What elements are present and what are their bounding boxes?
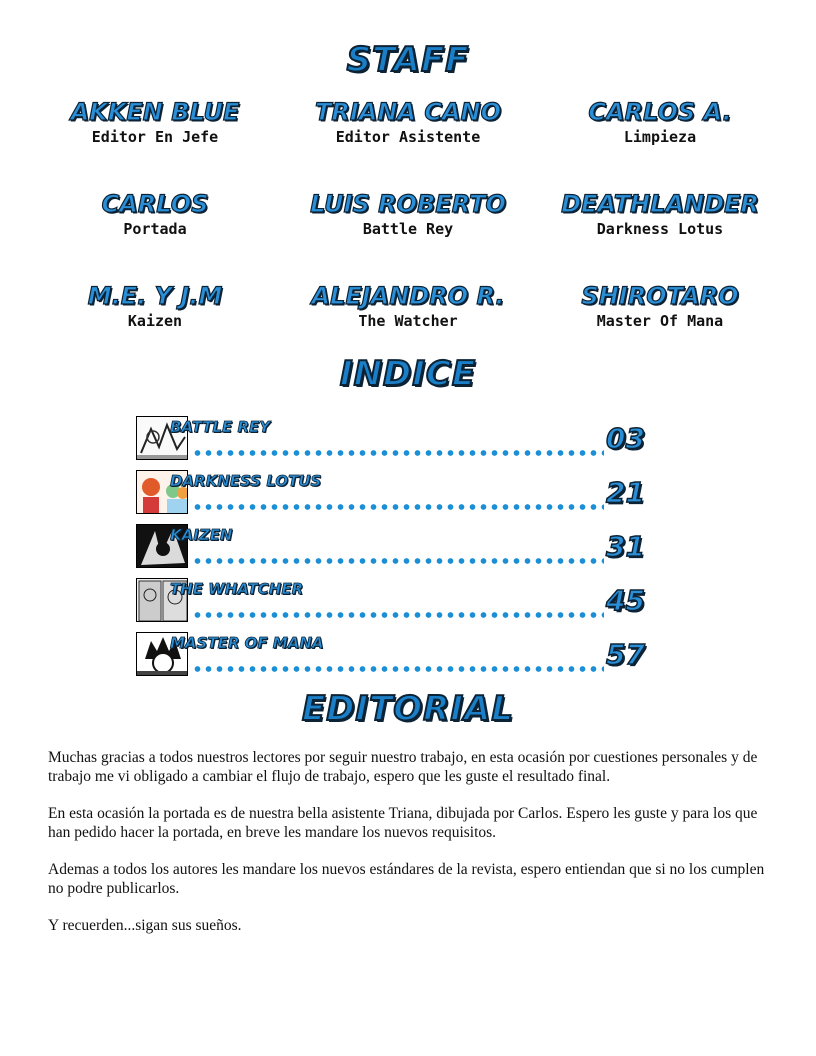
dot-leader: [192, 612, 604, 618]
staff-member: [25, 96, 285, 146]
staff-role: Editor En Jefe: [91, 128, 219, 146]
editorial-body: [48, 748, 768, 953]
indice-heading: INDICE: [339, 354, 477, 394]
dot-leader: [192, 450, 604, 456]
editorial-paragraph: Y recuerden...sigan sus sueños.: [48, 917, 242, 934]
index-title: BATTLE REY: [170, 418, 271, 436]
staff-role: Darkness Lotus: [596, 220, 724, 238]
staff-role: Master Of Mana: [596, 312, 724, 330]
editorial-paragraph: Muchas gracias a todos nuestros lectores por seguir nuestro trabajo, en esta ocasión por cuestiones personales y de trabajo me vi obligado a cambiar el flujo de trabajo, espero que les guste el resultado final.: [48, 749, 758, 785]
index-row-darkness-lotus[interactable]: [136, 470, 676, 516]
index-title: THE WHATCHER: [170, 580, 304, 598]
index-row-the-whatcher[interactable]: [136, 578, 676, 624]
staff-member: [530, 188, 790, 238]
index-row-master-of-mana[interactable]: [136, 632, 676, 678]
index-page-number: 57: [606, 638, 645, 671]
dot-leader: [192, 558, 604, 564]
staff-member: [278, 96, 538, 146]
staff-name: CARLOS: [101, 190, 209, 218]
staff-member: [25, 280, 285, 330]
index-page-number: 03: [606, 422, 645, 455]
index-page-number: 31: [606, 530, 645, 563]
staff-name: SHIROTARO: [581, 282, 739, 310]
index-title: MASTER OF MANA: [170, 634, 324, 652]
staff-role: Limpieza: [623, 128, 697, 146]
editorial-paragraph: En esta ocasión la portada es de nuestra bella asistente Triana, dibujada por Carlos. Espero les guste y para los que han pedido hacer la portada, en breve les mandare los nuevos requisitos.: [48, 805, 758, 841]
index-page-number: 45: [606, 584, 645, 617]
staff-heading: STAFF: [346, 40, 470, 80]
staff-name: AKKEN BLUE: [70, 98, 240, 126]
editorial-heading: EDITORIAL: [301, 689, 514, 729]
staff-role: The Watcher: [358, 312, 458, 330]
staff-member: [25, 188, 285, 238]
index-title: DARKNESS LOTUS: [170, 472, 322, 490]
index-row-kaizen[interactable]: [136, 524, 676, 570]
staff-name: DEATHLANDER: [561, 190, 759, 218]
dot-leader: [192, 504, 604, 510]
staff-role: Kaizen: [127, 312, 183, 330]
editorial-paragraph: Ademas a todos los autores les mandare los nuevos estándares de la revista, espero entiendan que si no los cumplen no podre publicarlos.: [48, 861, 765, 897]
index-title: KAIZEN: [170, 526, 233, 544]
staff-role: Battle Rey: [362, 220, 454, 238]
staff-name: CARLOS A.: [588, 98, 732, 126]
staff-name: LUIS ROBERTO: [310, 190, 506, 218]
staff-role: Editor Asistente: [335, 128, 481, 146]
staff-member: [278, 188, 538, 238]
dot-leader: [192, 666, 604, 672]
staff-name: TRIANA CANO: [314, 98, 502, 126]
index-row-battle-rey[interactable]: [136, 416, 676, 462]
staff-name: M.E. Y J.M: [87, 282, 223, 310]
staff-member: [278, 280, 538, 330]
staff-member: [530, 96, 790, 146]
staff-member: [530, 280, 790, 330]
index-page-number: 21: [606, 476, 645, 509]
staff-name: ALEJANDRO R.: [311, 282, 505, 310]
staff-role: Portada: [123, 220, 187, 238]
